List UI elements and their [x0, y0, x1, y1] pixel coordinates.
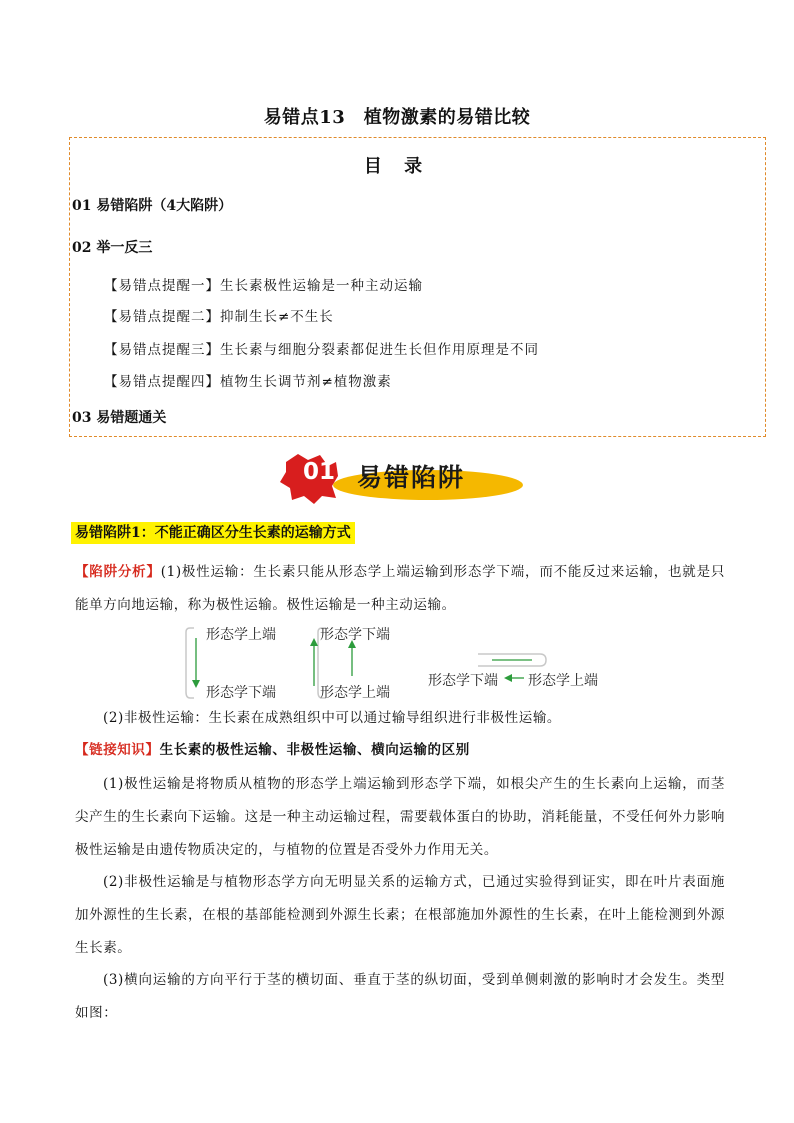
link-title: 生长素的极性运输、非极性运输、横向运输的区别 [159, 742, 470, 758]
link-paragraph-1: (1)极性运输是将物质从植物的形态学上端运输到形态学下端，如根尖产生的生长素向上运输，而茎尖产生的生长素向下运输。这是一种主动运输过程，需要载体蛋白的协助，消耗能量，不受任何外力影响极性运输是由遗传物质决定的，与植物的位置是否受外力作用无关。 [75, 776, 725, 858]
toc-subitem-3: 【易错点提醒三】生长素与细胞分裂素都促进生长但作用原理是不同 [104, 342, 539, 358]
diagram-label-upper-3: 形态学上端 [528, 673, 598, 689]
banner-number: 01 [303, 459, 336, 485]
toc-item-traps: 01 易错陷阱（4大陷阱） [72, 198, 233, 214]
diagram-label-upper-1: 形态学上端 [206, 627, 276, 643]
toc-item-practice: 03 易错题通关 [72, 410, 167, 426]
toc-subitem-2: 【易错点提醒二】抑制生长≠不生长 [104, 309, 334, 325]
link-tag: 【链接知识】 [75, 742, 160, 758]
toc-subitem-4: 【易错点提醒四】植物生长调节剂≠植物激素 [104, 374, 392, 390]
diagram-label-lower-3: 形态学下端 [428, 673, 498, 689]
toc-item-examples: 02 举一反三 [72, 240, 153, 256]
page-title: 易错点13 植物激素的易错比较 [263, 107, 531, 128]
link-paragraph-2: (2)非极性运输是与植物形态学方向无明显关系的运输方式，已通过实验得到证实，即在叶片表面施加外源性的生长素，在根的基部能检测到外源生长素；在根部施加外源性的生长素，在叶上能检测到外源生长素。 [75, 874, 725, 956]
analysis-paragraph-2: (2)非极性运输：生长素在成熟组织中可以通过输导组织进行非极性运输。 [103, 710, 562, 726]
trap-heading: 易错陷阱1：不能正确区分生长素的运输方式 [71, 522, 355, 544]
toc-subitem-1: 【易错点提醒一】生长素极性运输是一种主动运输 [104, 278, 423, 294]
toc-heading: 目 录 [363, 156, 431, 177]
link-paragraph-3: (3)横向运输的方向平行于茎的横切面、垂直于茎的纵切面，受到单侧刺激的影响时才会发生。类型如图： [75, 972, 725, 1021]
diagram-label-lower-1: 形态学下端 [206, 685, 276, 701]
analysis-paragraph-1 [75, 556, 725, 622]
down-arrow-head [192, 680, 200, 688]
up-arrow-head-left [310, 638, 318, 646]
analysis-tag: 【陷阱分析】 [75, 564, 161, 580]
downward-transport [186, 628, 200, 698]
diagram-label-lower-2: 形态学下端 [320, 627, 390, 643]
banner-label: 易错陷阱 [357, 463, 466, 492]
link-heading [75, 734, 725, 767]
analysis-text-1: (1)极性运输：生长素只能从形态学上端运输到形态学下端，而不能反过来运输，也就是只能单方向地运输，称为极性运输。极性运输是一种主动运输。 [75, 564, 725, 613]
left-arrow-head [504, 674, 512, 682]
diagram-label-upper-2: 形态学上端 [320, 685, 390, 701]
